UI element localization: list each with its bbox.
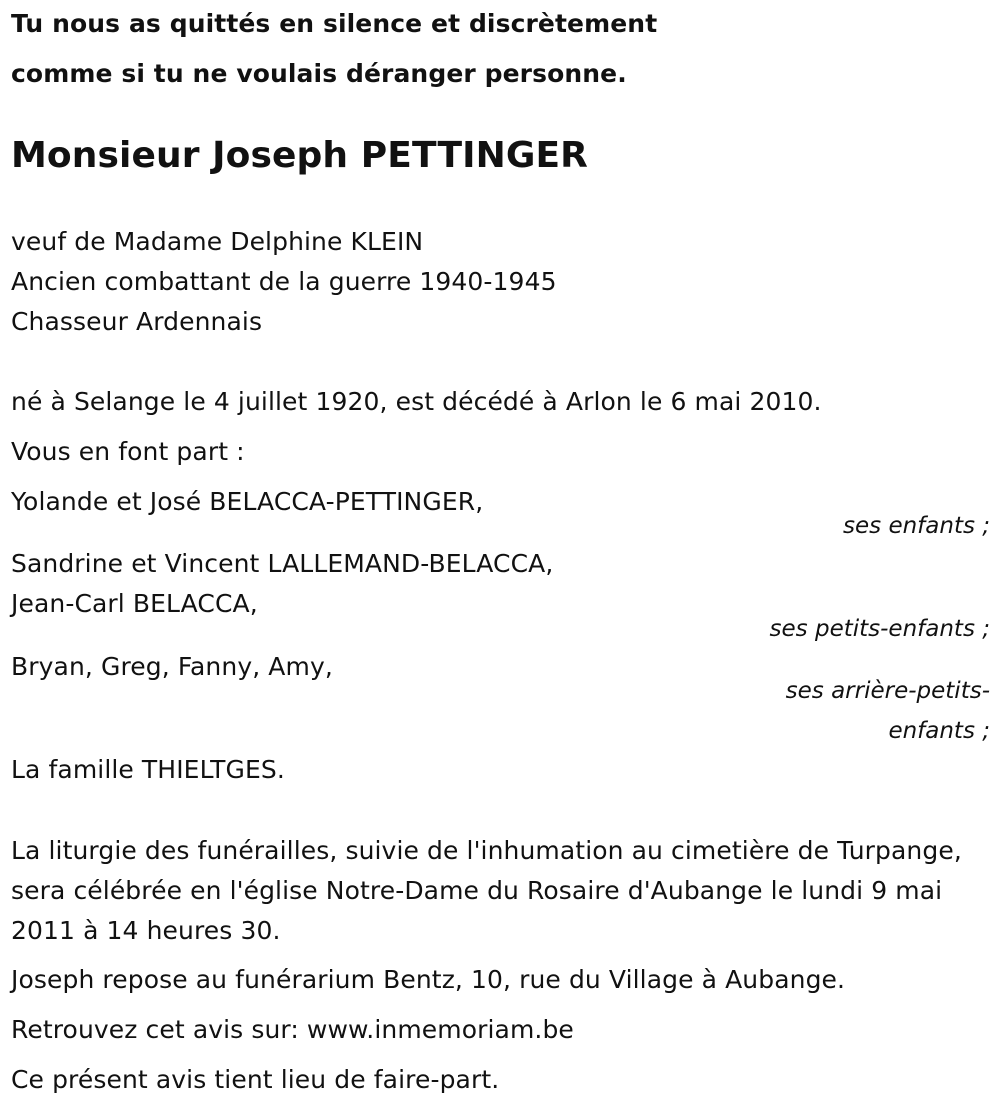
widower-line: veuf de Madame Delphine KLEIN: [11, 227, 424, 256]
veteran-line: Ancien combattant de la guerre 1940-1945: [11, 267, 557, 296]
online-notice-line: Retrouvez cet avis sur: www.inmemoriam.be: [11, 1015, 574, 1044]
grandchildren-role: ses petits-enfants ;: [769, 616, 990, 642]
birth-death-line: né à Selange le 4 juillet 1920, est décédé à Arlon le 6 mai 2010.: [11, 387, 822, 416]
children-role: ses enfants ;: [843, 513, 990, 539]
great-grandchildren-names: Bryan, Greg, Fanny, Amy,: [11, 652, 333, 681]
great-grandchildren-role-2: enfants ;: [888, 718, 990, 744]
great-grandchildren-role-1: ses arrière-petits-: [785, 678, 990, 704]
deceased-name: Monsieur Joseph PETTINGER: [11, 135, 588, 176]
faire-part-line: Ce présent avis tient lieu de faire-part.: [11, 1065, 500, 1094]
epigraph-line-1: Tu nous as quittés en silence et discrètement: [11, 9, 658, 38]
announce-line: Vous en font part :: [11, 437, 245, 466]
funeral-liturgy: La liturgie des funérailles, suivie de l'inhumation au cimetière de Turpange, sera célébrée en l'église Notre-Dame du Rosaire d'Aubange le lundi 9 mai 2011 à 14 heures 30.: [11, 836, 962, 945]
other-family: La famille THIELTGES.: [11, 755, 285, 784]
grandchild-names-2: Jean-Carl BELACCA,: [11, 589, 258, 618]
children-names: Yolande et José BELACCA-PETTINGER,: [11, 487, 484, 516]
regiment-line: Chasseur Ardennais: [11, 307, 263, 336]
epigraph-line-2: comme si tu ne voulais déranger personne.: [11, 59, 627, 88]
grandchild-names-1: Sandrine et Vincent LALLEMAND-BELACCA,: [11, 549, 554, 578]
funerarium-line: Joseph repose au funérarium Bentz, 10, rue du Village à Aubange.: [11, 965, 846, 994]
